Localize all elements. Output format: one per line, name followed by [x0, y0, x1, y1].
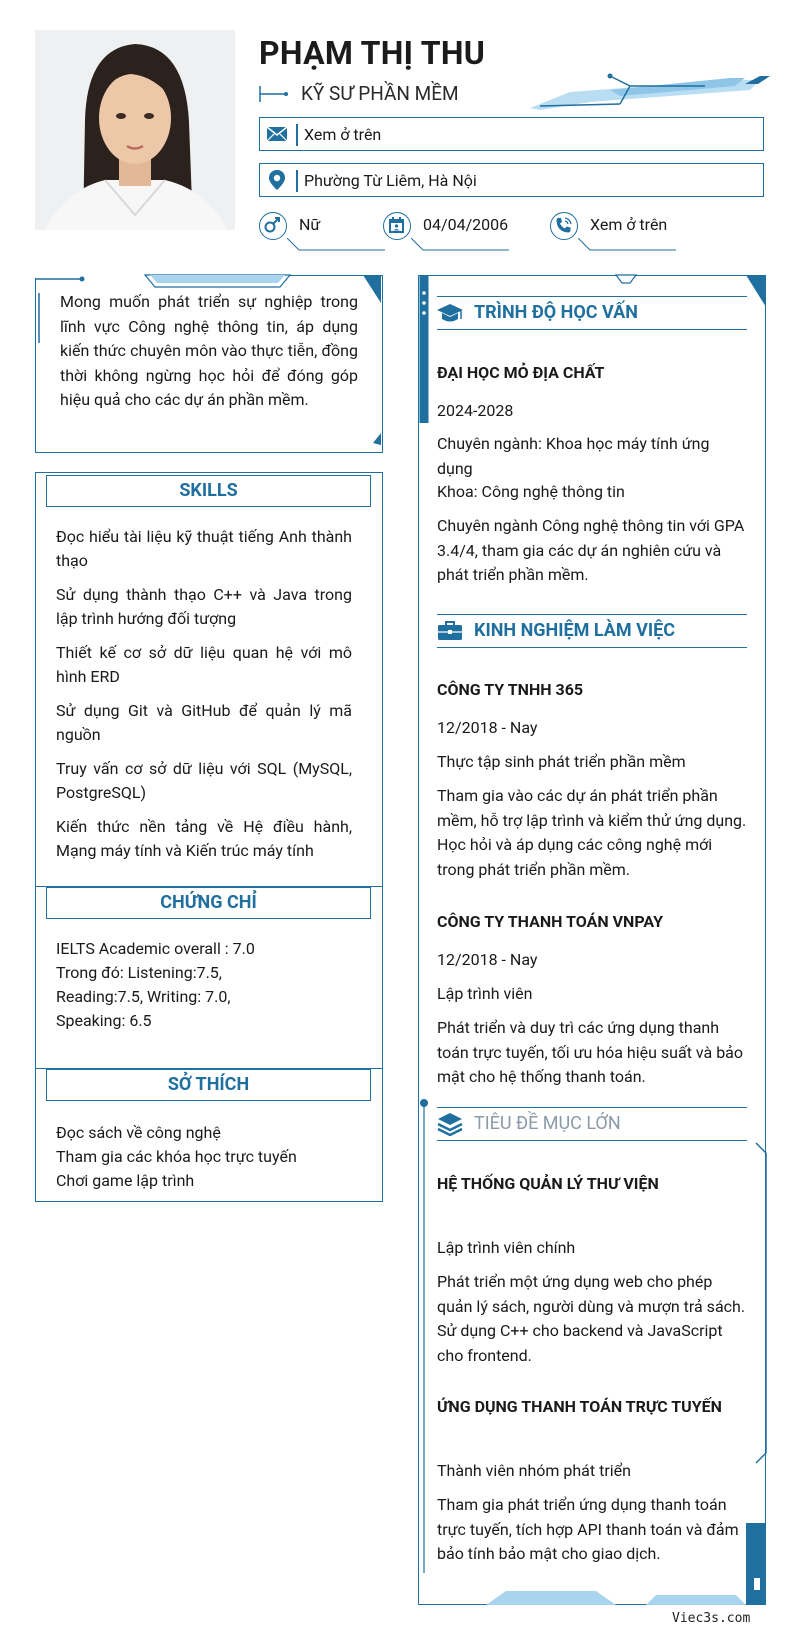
education-faculty: Khoa: Công nghệ thông tin [437, 482, 625, 501]
project-description: Tham gia phát triển ứng dụng thanh toán trực tuyến, tích hợp API thanh toán và đảm bảo tính bảo mật cho giao dịch. [437, 1495, 739, 1563]
project-name: HỆ THỐNG QUẢN LÝ THƯ VIỆN [437, 1174, 659, 1193]
job-title: KỸ SƯ PHẦN MỀM [301, 82, 459, 105]
certificate-line: Speaking: 6.5 [56, 1011, 152, 1030]
phone-icon [550, 212, 578, 240]
certificates-title: CHỨNG CHỈ [46, 887, 371, 919]
phone-underline [578, 238, 678, 252]
education-major: Chuyên ngành: Khoa học máy tính ứng dụng [437, 434, 710, 478]
watermark: Viec3s.com [672, 1611, 751, 1626]
projects-header [437, 1107, 747, 1141]
birthday-value: 04/04/2006 [423, 215, 509, 234]
briefcase-icon [437, 619, 463, 643]
job-role: Lập trình viên [437, 984, 533, 1003]
gender-icon [259, 212, 287, 240]
skill-item: Sử dụng Git và GitHub để quản lý mã nguồn [56, 701, 352, 744]
job-company: CÔNG TY TNHH 365 [437, 680, 584, 699]
education-description: Chuyên ngành Công nghệ thông tin với GPA 3.4/4, tham gia các dự án nghiên cứu và phát triển phần mềm. [437, 516, 745, 584]
candidate-name: PHẠM THỊ THU [259, 34, 486, 72]
birthday-underline [411, 238, 511, 252]
hobby-item: Chơi game lập trình [56, 1171, 195, 1190]
job-description: Phát triển và duy trì các ứng dụng thanh toán trực tuyến, tối ưu hóa hiệu suất và bảo mật cho hệ thống thanh toán. [437, 1018, 744, 1086]
project-role: Lập trình viên chính [437, 1238, 576, 1257]
job-period: 12/2018 - Nay [437, 718, 538, 737]
skills-panel [35, 472, 383, 888]
certificate-line: IELTS Academic overall : 7.0 [56, 939, 255, 958]
education-title: TRÌNH ĐỘ HỌC VẤN [474, 302, 638, 323]
certificate-line: Trong đó: Listening:7.5, [56, 963, 222, 982]
project-role: Thành viên nhóm phát triển [437, 1461, 631, 1480]
gender-underline [287, 238, 387, 252]
job-company: CÔNG TY THANH TOÁN VNPAY [437, 912, 663, 931]
hobbies-title: SỞ THÍCH [46, 1069, 371, 1101]
calendar-icon [383, 212, 411, 240]
education-school: ĐẠI HỌC MỎ ĐỊA CHẤT [437, 363, 605, 382]
education-header [437, 296, 747, 330]
envelope-icon [266, 123, 288, 145]
project-name: ỨNG DỤNG THANH TOÁN TRỰC TUYẾN [437, 1397, 722, 1416]
email-row [259, 117, 764, 151]
education-period: 2024-2028 [437, 401, 514, 420]
email-value: Xem ở trên [304, 125, 382, 144]
address-separator [296, 170, 298, 192]
certificates-panel [35, 886, 383, 1070]
job-description: Tham gia vào các dự án phát triển phần mềm, hỗ trợ lập trình và kiểm thử ứng dụng. Học hỏi và áp dụng các công nghệ mới trong phát triển phần mềm. [437, 786, 747, 879]
header-decoration [530, 70, 770, 115]
email-separator [296, 124, 298, 146]
skill-item: Đọc hiểu tài liệu kỹ thuật tiếng Anh thành thạo [56, 527, 352, 570]
gender-value: Nữ [299, 215, 321, 234]
hobby-item: Tham gia các khóa học trực tuyến [56, 1147, 297, 1166]
experience-title: KINH NGHIỆM LÀM VIỆC [474, 620, 676, 641]
graduation-cap-icon [437, 301, 463, 325]
project-description: Phát triển một ứng dụng web cho phép quản lý sách, người dùng và mượn trả sách. Sử dụng C++ cho backend và JavaScript cho frontend. [437, 1272, 746, 1365]
certificate-line: Reading:7.5, Writing: 7.0, [56, 987, 231, 1006]
address-value: Phường Từ Liêm, Hà Nội [304, 171, 477, 190]
job-period: 12/2018 - Nay [437, 950, 538, 969]
job-role: Thực tập sinh phát triển phần mềm [437, 752, 686, 771]
location-pin-icon [266, 169, 288, 191]
job-title-decoration [259, 86, 289, 102]
phone-value: Xem ở trên [590, 215, 668, 234]
skill-item: Kiến thức nền tảng về Hệ điều hành, Mạng máy tính và Kiến trúc máy tính [56, 817, 352, 860]
address-row [259, 163, 764, 197]
summary-text: Mong muốn phát triển sự nghiệp trong lĩnh vực Công nghệ thông tin, áp dụng kiến thức chuyên môn vào thực tiễn, đồng thời không ngừng học hỏi để đóng góp hiệu quả cho các dự án phần mềm. [60, 292, 358, 409]
skill-item: Sử dụng thành thạo C++ và Java trong lập trình hướng đối tượng [56, 585, 352, 628]
skill-item: Thiết kế cơ sở dữ liệu quan hệ với mô hình ERD [56, 643, 352, 686]
hobby-item: Đọc sách về công nghệ [56, 1123, 221, 1142]
projects-title: TIÊU ĐỀ MỤC LỚN [474, 1113, 621, 1134]
skill-item: Truy vấn cơ sở dữ liệu với SQL (MySQL, PostgreSQL) [56, 759, 352, 802]
hobbies-panel [35, 1068, 383, 1202]
experience-header [437, 614, 747, 648]
skills-title: SKILLS [46, 475, 371, 507]
profile-photo [35, 30, 235, 230]
layers-icon [437, 1112, 463, 1136]
